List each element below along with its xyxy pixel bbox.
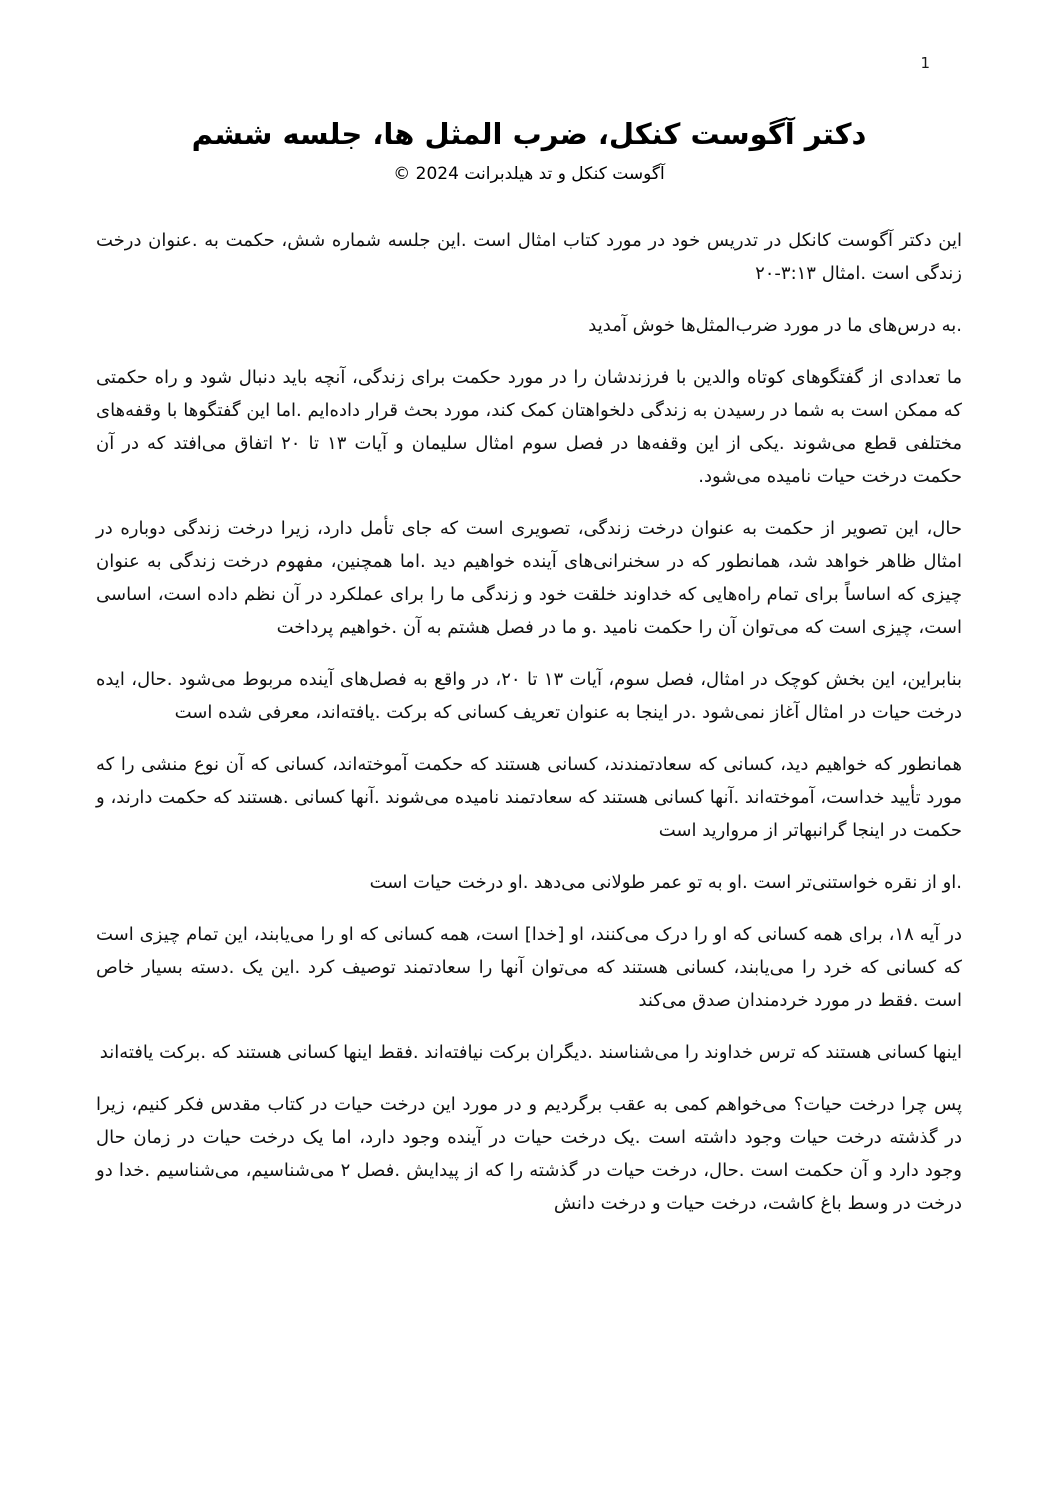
document-title: دکتر آگوست کنکل، ضرب المثل ها، جلسه ششم [191, 117, 867, 151]
paragraph-welcome: .به درس‌های ما در مورد ضرب‌المثل‌ها خوش آمدید [588, 315, 962, 337]
document-body [96, 224, 962, 1220]
paragraph-fear-of-lord: اینها کسانی هستند که ترس خداوند را می‌شناسند .دیگران برکت نیافته‌اند .فقط اینها کسانی هستند که .برکت یافته‌اند [99, 1042, 962, 1064]
paragraph-section-overview: بنابراین، این بخش کوچک در امثال، فصل سوم، آیات ۱۳ تا ۲۰، در واقع به فصل‌های آینده مربوط می‌شود .حال، ایده درخت حیات در امثال آغاز نمی‌شود .در اینجا به عنوان تعریف کسانی که برکت .یافته‌اند، معرفی شده است [96, 669, 963, 724]
page-number: 1 [920, 54, 930, 72]
paragraph-conversations: ما تعدادی از گفتگوهای کوتاه والدین با فرزندشان را در مورد حکمت برای زندگی، آنچه باید دنبال شود و راه حکمتی که ممکن است به شما در رسیدن به زندگی دلخواهتان کمک کند، مورد بحث قرار داده‌ایم .اما این گفتگوها با وقفه‌های مختلفی قطع می‌شوند .یکی از این وقفه‌ها در فصل سوم امثال سلیمان و آیات ۱۳ تا ۲۰ اتفاق می‌افتد که در آن حکمت درخت حیات نامیده می‌شود. [96, 367, 963, 488]
paragraph-tree-of-life-image: حال، این تصویر از حکمت به عنوان درخت زندگی، تصویری است که جای تأمل دارد، زیرا درخت زندگی دوباره در امثال ظاهر خواهد شد، همانطور که در سخنرانی‌های آینده خواهیم دید .اما همچنین، مفهوم درخت زندگی به عنوان چیزی که اساساً برای تمام راه‌هایی که خداوند خلقت خود و زندگی ما را برای عملکرد در آن نظم داده است، اساسی است، چیزی است که می‌توان آن را حکمت نامید .و ما در فصل هشتم به آن .خواهیم پرداخت [96, 518, 962, 639]
paragraph-blessed-ones: همانطور که خواهیم دید، کسانی که سعادتمندند، کسانی هستند که حکمت آموخته‌اند، کسانی که آن نوع منشی را که مورد تأیید خداست، آموخته‌اند .آنها کسانی هستند که سعادتمند نامیده می‌شوند .آنها کسانی .هستند که حکمت دارند، و حکمت در اینجا گرانبهاتر از مروارید است [96, 754, 962, 842]
paragraph-silver-quote: .او از نقره خواستنی‌تر است .او به تو عمر طولانی می‌دهد .او درخت حیات است [369, 872, 962, 894]
paragraph-why-tree-of-life: پس چرا درخت حیات؟ می‌خواهم کمی به عقب برگردیم و در مورد این درخت حیات در کتاب مقدس فکر کنیم، زیرا در گذشته درخت حیات وجود داشته است .یک درخت حیات در آینده وجود دارد، اما یک درخت حیات در زمان حال وجود دارد و آن حکمت است .حال، درخت حیات در گذشته را که از پیدایش .فصل ۲ می‌شناسیم، می‌شناسیم .خدا دو درخت در وسط باغ کاشت، درخت حیات و درخت دانش [96, 1094, 962, 1215]
paragraph-verse-18: در آیه ۱۸، برای همه کسانی که او را درک می‌کنند، او [خدا] است، همه کسانی که او را می‌یابند، این تمام چیزی است که کسانی که خرد را می‌یابند، کسانی هستند که می‌توان آنها را سعادتمند توصیف کرد .این یک .دسته بسیار خاص است .فقط در مورد خردمندان صدق می‌کند [96, 924, 962, 1012]
paragraph-intro: این دکتر آگوست کانکل در تدریس خود در مورد کتاب امثال است .این جلسه شماره شش، حکمت به .عنوان درخت زندگی است .امثال ۳:۱۳-۲۰ [96, 230, 962, 285]
document-byline: آگوست کنکل و تد هیلدبرانت 2024 © [393, 164, 665, 185]
